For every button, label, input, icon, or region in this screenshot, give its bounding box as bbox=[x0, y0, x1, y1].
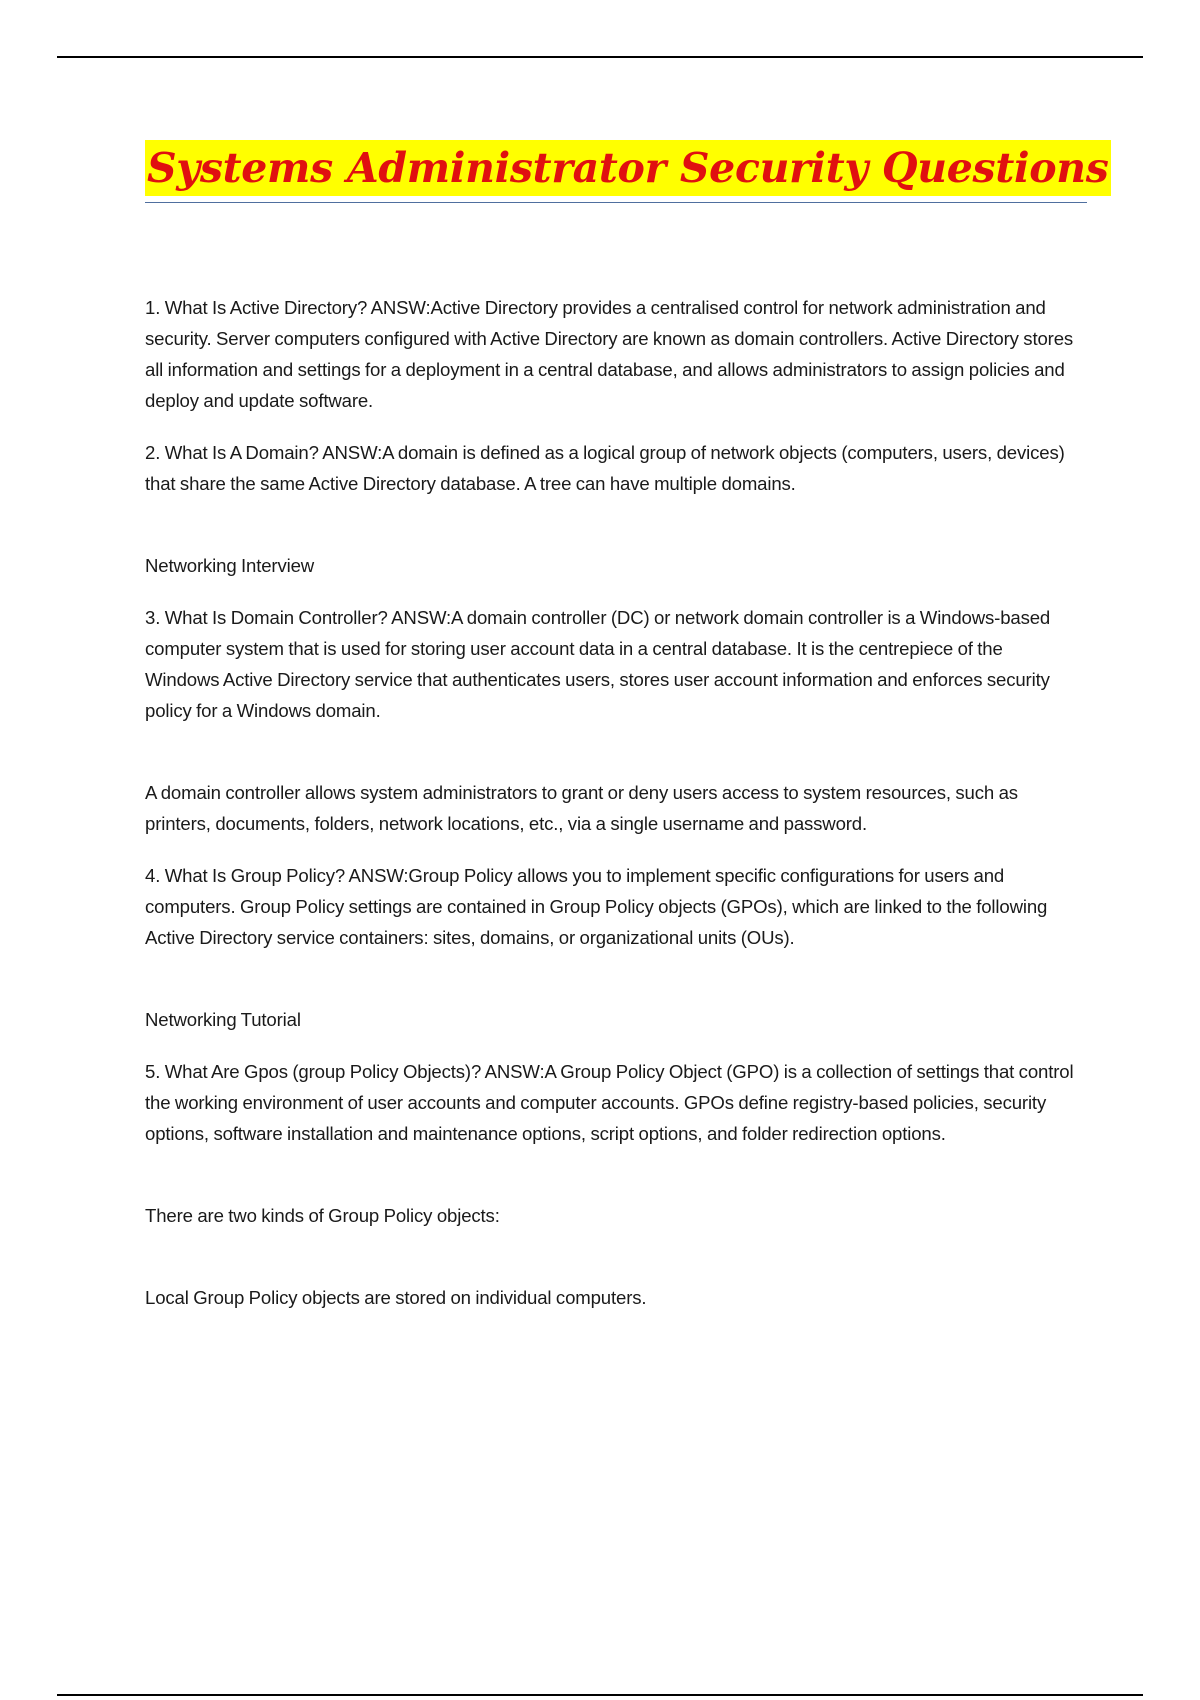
question-5-paragraph: 5. What Are Gpos (group Policy Objects)? ANSW:A Group Policy Object (GPO) is a collection of settings that control the working environment of user accounts and computer accounts. GPOs define registry-based policies, security options, software installation and maintenance options, script options, and folder redirection options. bbox=[145, 1061, 1074, 1144]
document-title: Systems Administrator Security Questions bbox=[145, 140, 1111, 196]
question-1-paragraph: 1. What Is Active Directory? ANSW:Active Directory provides a centralised control for network administration and security. Server computers configured with Active Directory are known as domain controllers. Active Directory stores all information and settings for a deployment in a central database, and allows administrators to assign policies and deploy and update software. bbox=[145, 297, 1074, 411]
document-body bbox=[145, 292, 1080, 1334]
question-4-paragraph: 4. What Is Group Policy? ANSW:Group Policy allows you to implement specific configurations for users and computers. Group Policy settings are contained in Group Policy objects (GPOs), which are linked to the following Active Directory service containers: sites, domains, or organizational units (OUs). bbox=[145, 865, 1048, 948]
section-heading-networking-interview: Networking Interview bbox=[145, 555, 315, 576]
question-2-paragraph: 2. What Is A Domain? ANSW:A domain is defined as a logical group of network objects (computers, users, devices) that share the same Active Directory database. A tree can have multiple domains. bbox=[145, 442, 1065, 494]
page-bottom-rule bbox=[57, 1694, 1143, 1696]
local-gpo-paragraph: Local Group Policy objects are stored on individual computers. bbox=[145, 1287, 647, 1308]
gpo-kinds-paragraph: There are two kinds of Group Policy objects: bbox=[145, 1205, 500, 1226]
domain-controller-note-paragraph: A domain controller allows system administrators to grant or deny users access to system resources, such as printers, documents, folders, network locations, etc., via a single username and password. bbox=[145, 782, 1018, 834]
section-heading-networking-tutorial: Networking Tutorial bbox=[145, 1009, 301, 1030]
title-block bbox=[145, 140, 1109, 203]
question-3-paragraph: 3. What Is Domain Controller? ANSW:A domain controller (DC) or network domain controller is a Windows-based computer system that is used for storing user account data in a central database. It is the centrepiece of the Windows Active Directory service that authenticates users, stores user account information and enforces security policy for a Windows domain. bbox=[145, 607, 1051, 721]
page-top-rule bbox=[57, 56, 1143, 58]
